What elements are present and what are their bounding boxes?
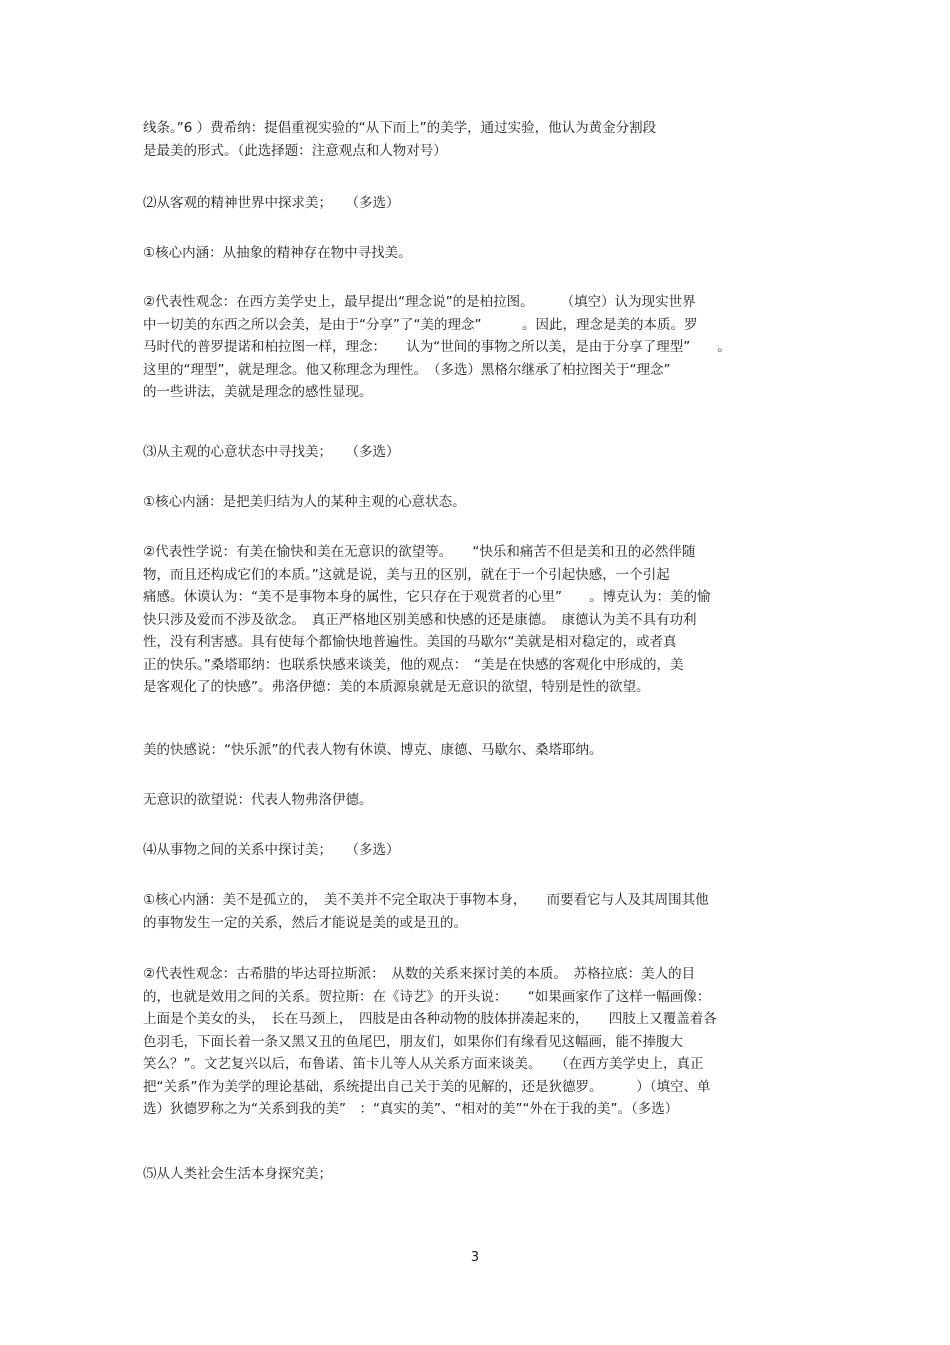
text-line: ①核心内涵：美不是孤立的， 美不美并不完全取决于事物本身， 而要看它与人及其周围其他 <box>143 892 709 908</box>
text-line: ②代表性观念：古希腊的毕达哥拉斯派： 从数的关系来探讨美的本质。 苏格拉底：美人的目 <box>143 966 696 982</box>
paragraph-representative-4 <box>143 963 813 1121</box>
text-line: 马时代的普罗提诺和柏拉图一样，理念： 认为“世间的事物之所以美，是由于分享了理型” 。 <box>143 339 731 355</box>
text-line: ②代表性学说：有美在愉快和美在无意识的欲望等。 “快乐和痛苦不但是美和丑的必然伴随 <box>143 544 696 560</box>
paragraph-unconscious-desire <box>143 789 813 812</box>
text-line: 笑么？”。文艺复兴以后，布鲁诺、笛卡儿等人从关系方面来谈美。 （在西方美学史上，真正 <box>143 1056 704 1072</box>
text-line: 性，没有利害感。具有使每个都愉快地普遍性。美国的马歇尔“美就是相对稳定的，或者真 <box>143 634 677 650</box>
text-line: 把“关系”作为美学的理论基础，系统提出自己关于美的见解的，还是狄德罗。 ）（填空、单 <box>143 1078 711 1095</box>
text-line: 美的快感说：“快乐派”的代表人物有休谟、博克、康德、马歇尔、桑塔耶纳。 <box>143 742 603 758</box>
page-number: 3 <box>470 1250 480 1265</box>
text-line: 快只涉及爱而不涉及欲念。 真正严格地区别美感和快感的还是康德。 康德认为美不具有功利 <box>143 611 697 628</box>
text-line: 选）狄德罗称之为“关系到我的美” ：“真实的美”、“相对的美”“外在于我的美”。（多选） <box>143 1101 679 1117</box>
text-line: 是最美的形式。（此选择题：注意观点和人物对号） <box>143 142 447 159</box>
text-line: 的事物发生一定的关系，然后才能说是美的或是丑的。 <box>143 914 467 931</box>
section-heading-2 <box>143 192 813 215</box>
paragraph-representative-2 <box>143 291 813 404</box>
text-line: ①核心内涵：是把美归结为人的某种主观的心意状态。 <box>143 494 466 510</box>
text-line: 是客观化了的快感”。弗洛伊德：美的本质源泉就是无意识的欲望，特别是性的欲望。 <box>143 679 650 695</box>
text-line: 的，也就是效用之间的关系。贺拉斯：在《诗艺》的开头说： “如果画家作了这样一幅画像： <box>143 988 711 1005</box>
text-line: ⑷从事物之间的关系中探讨美； （多选） <box>143 842 400 858</box>
text-line: 色羽毛，下面长着一条又黑又丑的鱼尾巴，朋友们，如果你们有缘看见这幅画，能不捧腹大 <box>143 1033 683 1050</box>
section-heading-5 <box>143 1163 813 1186</box>
text-line: ⑶从主观的心意状态中寻找美； （多选） <box>143 444 400 460</box>
text-line: ①核心内涵：从抽象的精神存在物中寻找美。 <box>143 245 412 261</box>
text-line: 中一切美的东西之所以会美，是由于“分享”了“美的理念” 。因此，理念是美的本质。罗 <box>143 316 698 333</box>
text-line: 上面是个美女的头， 长在马颈上， 四肢是由各种动物的肢体拼凑起来的， 四肢上又覆盖着各 <box>143 1011 717 1027</box>
paragraph-core-meaning-4 <box>143 889 813 934</box>
text-line: 正的快乐。”桑塔耶纳：也联系快感来谈美，他的观点： “美是在快感的客观化中形成的，美 <box>143 656 684 673</box>
paragraph-fechner <box>143 117 813 162</box>
text-line: 线条。”6 ）费希纳：提倡重视实验的“从下而上”的美学，通过实验，他认为黄金分割段 <box>143 120 657 136</box>
paragraph-representative-3 <box>143 541 813 699</box>
paragraph-core-meaning-2 <box>143 242 813 265</box>
text-line: 这里的“理型”，就是理念。他又称理念为理性。 （多选）黑格尔继承了柏拉图关于“理念” <box>143 361 671 378</box>
text-line: 无意识的欲望说：代表人物弗洛伊德。 <box>143 792 373 808</box>
text-line: ⑵从客观的精神世界中探求美； （多选） <box>143 195 400 211</box>
text-line: 物，而且还构成它们的本质。”这就是说，美与丑的区别，就在于一个引起快感，一个引起 <box>143 566 670 583</box>
text-line: 的一些讲法，美就是理念的感性显现。 <box>143 384 373 400</box>
section-heading-3 <box>143 441 813 464</box>
text-line: 痛感。休谟认为：“美不是事物本身的属性，它只存在于观赏者的心里” 。博克认为：美的愉 <box>143 589 711 605</box>
paragraph-core-meaning-3 <box>143 491 813 514</box>
text-line: ⑸从人类社会生活本身探究美； <box>143 1166 332 1182</box>
section-heading-4 <box>143 839 813 862</box>
paragraph-pleasure-theory <box>143 739 813 762</box>
text-line: ②代表性观念：在西方美学史上，最早提出“理念说”的是柏拉图。 （填空）认为现实世界 <box>143 294 696 310</box>
